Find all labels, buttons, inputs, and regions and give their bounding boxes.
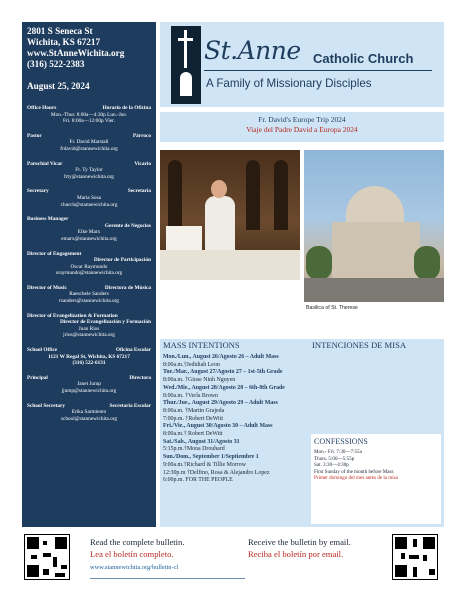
phone-number: (316) 522-2383 <box>27 59 85 69</box>
role-en: Director of Music <box>27 284 67 291</box>
staff-principal <box>27 375 151 395</box>
trip-title-es: Viaje del Padre David a Europa 2024 <box>246 125 358 134</box>
role-en: Principal <box>27 374 48 381</box>
staff-name: Fr. Ty Taylor <box>75 167 103 174</box>
confessions-title: CONFESSIONS <box>314 437 368 446</box>
staff-email[interactable]: emarx@stannewichita.org <box>61 235 117 242</box>
staff-email[interactable]: jrios@stannewichita.org <box>63 332 115 339</box>
staff-name: Elke Marx <box>77 229 101 236</box>
staff-email[interactable]: frdavid@stannewichita.org <box>60 145 118 152</box>
role-en: Business Manager <box>27 216 69 223</box>
staff-name: Erika Sarmiento <box>71 409 107 416</box>
logo-church-text: Catholic Church <box>313 51 414 66</box>
staff-name: Janet Jump <box>77 381 101 388</box>
website-link[interactable]: www.StAnneWichita.org <box>27 48 125 58</box>
mass-intention: 12:30p.m †Delfino, Rosa & Alejandro Lopez <box>163 469 270 476</box>
role-en: School Office <box>27 347 58 354</box>
staff-name: Oscar Raymundo <box>70 263 108 270</box>
staff-name: Fr. David Marstall <box>69 139 109 146</box>
email-bulletin-en: Receive the bulletin by email. <box>248 537 351 547</box>
school-address: 1121 W Regal St, Wichita, KS 67217 <box>48 353 130 360</box>
bulletin-email-text <box>248 536 351 560</box>
office-hours-label-en: Office Hours <box>27 105 57 111</box>
office-hours-label-es: Horario de la Oficina <box>102 105 151 111</box>
role-es: Director de Participación <box>93 257 151 264</box>
logo-text: St.Anne <box>204 36 301 65</box>
role-en: Director of Engagement <box>27 250 82 257</box>
read-bulletin-en: Read the complete bulletin. <box>90 537 185 547</box>
role-en: Director of Evangelization & Formation <box>27 312 118 319</box>
mass-intention: 5:15p.m.†Mona Drouhard <box>163 446 225 453</box>
staff-vicar <box>27 161 151 181</box>
staff-name: Juan Rios <box>78 325 100 332</box>
staff-engagement <box>27 251 151 277</box>
basilica-photo <box>304 150 444 316</box>
address-city: Wichita, KS 67217 <box>27 37 101 47</box>
staff-name: Raeschele Sanders <box>69 291 109 298</box>
church-logo-banner <box>160 22 444 107</box>
mass-day: Thur./Jue., August 29/Agosto 29 – Adult Mass <box>163 400 278 407</box>
office-hours-line: Fri. 8:00a—12:00p Vier. <box>63 118 115 125</box>
confession-time: Sat. 3:30—4:30p <box>314 462 349 469</box>
staff-evangelization <box>27 313 151 339</box>
bulletin-link[interactable]: www.stannewichita.org/bulletin-cl <box>90 564 179 571</box>
mass-intention: 7:00p.m. †Robert DeWitt <box>163 415 223 422</box>
office-hours <box>27 105 151 125</box>
school-phone: (316) 522-6131 <box>72 360 106 367</box>
tagline: A Family of Missionary Disciples <box>206 77 372 90</box>
role-en: School Secretary <box>27 402 66 409</box>
trip-banner <box>160 112 444 142</box>
mass-intention: 8:00a.m. †Martin Grajeda <box>163 407 225 414</box>
mass-intentions-panel <box>160 339 444 527</box>
role-en: Parochial Vicar <box>27 160 63 167</box>
role-es: Párroco <box>132 132 151 139</box>
mass-intention: 8:00a.m. †Giuse Ninh Nguyen <box>163 377 236 384</box>
role-es: Oficina Escolar <box>115 347 151 354</box>
mass-intention: 9:00a.m.†Richard & Tillie Morrow <box>163 461 246 468</box>
staff-business-manager <box>27 216 151 242</box>
role-es: Directora <box>129 374 151 381</box>
role-en: Pastor <box>27 132 42 139</box>
sidebar <box>22 22 156 527</box>
staff-email[interactable]: oraymundo@stannewichita.org <box>55 270 123 277</box>
mass-day: Wed./Mie., August 28/Agosto 28 – 6th-8th Grade <box>163 384 285 391</box>
photo-caption: Basilica of St. Therese <box>306 305 358 311</box>
email-qr-code-icon[interactable] <box>392 534 438 580</box>
church-address <box>27 26 151 70</box>
mass-day: Sun./Dom., September 1/Septiembre 1 <box>163 454 259 461</box>
role-es: Gerente de Negocios <box>104 222 151 229</box>
staff-pastor <box>27 133 151 153</box>
mass-intention: 6:00p.m. FOR THE PEOPLE <box>163 477 233 484</box>
staff-secretary <box>27 188 151 208</box>
priest-at-altar-photo <box>160 150 300 280</box>
mass-intention: 8:00a.m.† Robert DeWitt <box>163 431 223 438</box>
bulletin-date: August 25, 2024 <box>27 81 90 91</box>
school-office <box>27 347 151 367</box>
confession-time: First Sunday of the month before Mass <box>314 468 394 475</box>
staff-email[interactable]: church@stannewichita.org <box>60 201 118 208</box>
confessions-box <box>311 434 441 524</box>
church-cross-icon <box>171 26 201 104</box>
logo-divider <box>204 70 432 71</box>
role-es: Director de Evangelización y Formación <box>59 319 151 326</box>
address-street: 2801 S Seneca St <box>27 26 93 36</box>
confession-time: Thurs. 5:00—5:55p <box>314 455 355 462</box>
confession-note-es: Primer domingo del mes antes de la misa <box>314 475 398 482</box>
mass-day: Tue./Mar., August 27/Agosto 27 – 1st-5th Grade <box>163 369 283 376</box>
mass-day: Mon./Lun., August 26/Agosto 26 – Adult Mass <box>163 354 279 360</box>
staff-music <box>27 285 151 305</box>
footer-divider <box>90 578 245 579</box>
role-es: Vicario <box>134 160 151 167</box>
mass-intention: 8:00a.m.†Jedidiah Leon <box>163 361 220 368</box>
footer <box>0 530 464 600</box>
role-es: Secretaria Escolar <box>109 402 151 409</box>
email-bulletin-es: Reciba el boletín por email. <box>248 549 344 559</box>
bulletin-read-text <box>90 536 185 574</box>
role-en: Secretary <box>27 188 49 195</box>
mass-intention: 8:00a.m. †Verla Brown <box>163 392 218 399</box>
read-bulletin-es: Lea el boletín completo. <box>90 549 174 559</box>
trip-title-en: Fr. David's Europe Trip 2024 <box>258 115 346 124</box>
role-es: Directora de Música <box>104 284 151 291</box>
confession-time: Mon.- Fri. 7:30—7:55a <box>314 449 362 455</box>
mass-day: Fri./Vie., August 30/Agosto 30 – Adult Mass <box>163 423 273 430</box>
office-hours-line: Mon.-Thur. 8:00a—4:30p Lun.-Jue. <box>50 111 128 118</box>
staff-email[interactable]: frty@stannewichita.org <box>64 173 114 180</box>
role-es: Secretaria <box>127 188 151 195</box>
mass-heading-es: INTENCIONES DE MISA <box>312 340 407 350</box>
bulletin-qr-code-icon[interactable] <box>24 534 70 580</box>
staff-email[interactable]: jjump@stannewichita.org <box>61 388 117 394</box>
staff-name: Maria Sosa <box>77 194 101 201</box>
staff-email[interactable]: school@stannewichita.org <box>60 415 118 422</box>
staff-email[interactable]: rsanders@stannewichita.org <box>59 298 119 305</box>
mass-day: Sat./Sab., August 31/Agosto 31 <box>163 438 240 445</box>
mass-heading-en: MASS INTENTIONS <box>163 340 240 350</box>
staff-school-secretary <box>27 403 151 423</box>
